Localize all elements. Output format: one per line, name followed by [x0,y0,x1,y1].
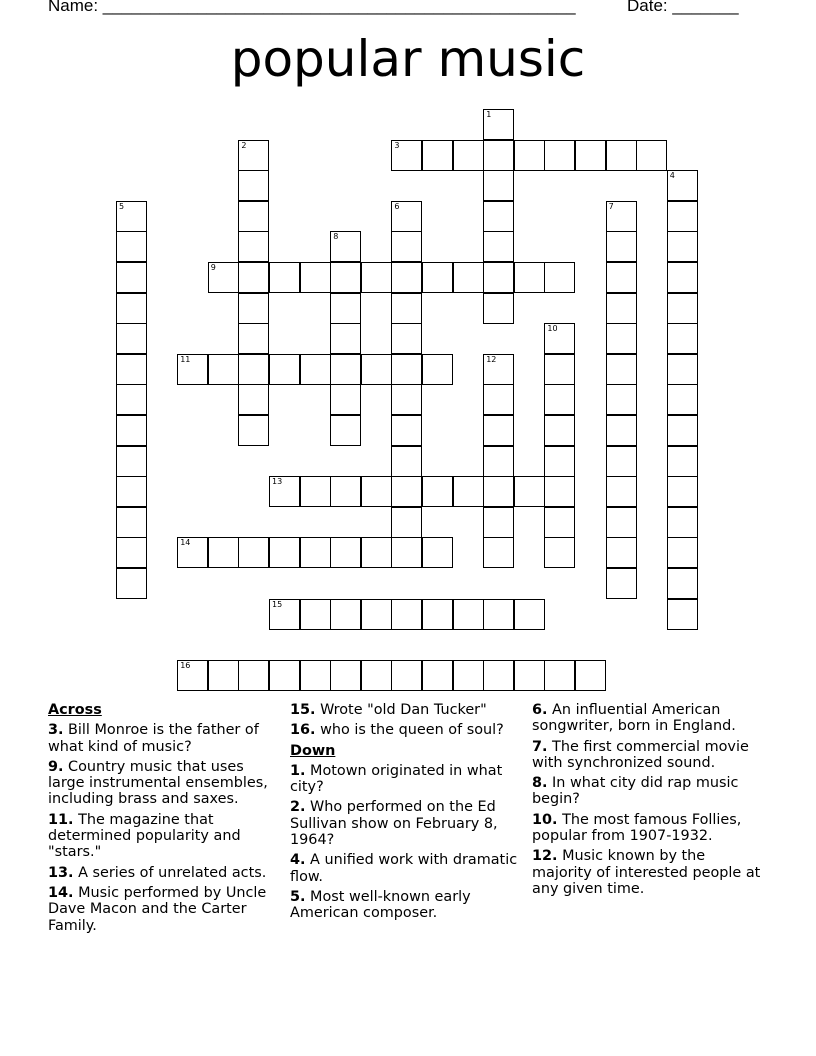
crossword-cell[interactable] [483,537,514,568]
crossword-cell[interactable] [667,262,698,293]
crossword-cell[interactable] [422,354,453,385]
crossword-cell[interactable] [514,476,545,507]
crossword-cell[interactable] [269,660,300,691]
clue-number: 9 [210,263,216,272]
crossword-cell[interactable] [544,354,575,385]
crossword-cell[interactable] [667,170,698,201]
crossword-cell[interactable] [514,262,545,293]
name-line[interactable]: __________________________________________________ [102,0,576,15]
crossword-cell[interactable] [330,476,361,507]
crossword-cell[interactable] [208,262,239,293]
crossword-cell[interactable] [238,354,269,385]
crossword-cell[interactable] [330,293,361,324]
crossword-cell[interactable] [667,446,698,477]
crossword-cell[interactable] [606,507,637,538]
crossword-cell[interactable] [606,231,637,262]
clue-across-11: 11. The magazine that determined popularity and "stars." [48,811,241,861]
crossword-cell[interactable] [177,660,208,691]
crossword-cell[interactable] [116,231,147,262]
crossword-cell[interactable] [483,660,514,691]
crossword-cell[interactable] [177,537,208,568]
crossword-cell[interactable] [391,446,422,477]
crossword-cell[interactable] [606,293,637,324]
crossword-cell[interactable] [269,262,300,293]
crossword-cell[interactable] [269,476,300,507]
crossword-cell[interactable] [300,660,331,691]
name-label: Name: [48,0,103,15]
crossword-cell[interactable] [361,660,392,691]
crossword-cell[interactable] [483,231,514,262]
crossword-cell[interactable] [544,415,575,446]
crossword-cell[interactable] [514,660,545,691]
clue-down-10: 10. The most famous Follies, popular from 1907-1932. [532,811,742,845]
crossword-cell[interactable] [667,354,698,385]
clue-number: 11 [180,354,191,364]
crossword-cell[interactable] [667,384,698,415]
crossword-cell[interactable] [391,537,422,568]
crossword-cell[interactable] [116,384,147,415]
crossword-cell[interactable] [330,231,361,262]
crossword-cell[interactable] [483,262,514,293]
crossword-cell[interactable] [483,446,514,477]
crossword-cell[interactable] [116,507,147,538]
crossword-cell[interactable] [667,507,698,538]
crossword-cell[interactable] [453,660,484,691]
crossword-cell[interactable] [667,293,698,324]
clue-number: 10 [547,324,558,334]
crossword-cell[interactable] [544,262,575,293]
crossword-cell[interactable] [116,476,147,507]
crossword-cell[interactable] [483,599,514,630]
crossword-cell[interactable] [636,140,667,171]
clue-down-2: 2. Who performed on the Ed Sullivan show on February 8, 1964? [290,799,498,849]
crossword-cell[interactable] [544,507,575,538]
clue-number: 6 [394,201,400,211]
crossword-cell[interactable] [330,599,361,630]
crossword-cell[interactable] [238,293,269,324]
clue-across-9: 9. Country music that uses large instrumental ensembles, including brass and saxes. [48,758,268,808]
clue-down-12: 12. Music known by the majority of interested people at any given time. [532,848,761,897]
clue-across-13: 13. A series of unrelated acts. [48,864,267,881]
crossword-cell[interactable] [208,537,239,568]
clue-down-6: 6. An influential American songwriter, born in England. [532,702,736,735]
crossword-cell[interactable] [391,354,422,385]
crossword-cell[interactable] [606,354,637,385]
crossword-cell[interactable] [391,507,422,538]
crossword-cell[interactable] [300,599,331,630]
crossword-cell[interactable] [391,660,422,691]
crossword-cell[interactable] [606,323,637,354]
crossword-cell[interactable] [238,537,269,568]
crossword-cell[interactable] [238,384,269,415]
crossword-cell[interactable] [453,476,484,507]
crossword-cell[interactable] [483,140,514,171]
crossword-cell[interactable] [330,323,361,354]
crossword-cell[interactable] [483,170,514,201]
clue-across-16: 16. who is the queen of soul? [290,722,504,739]
crossword-cell[interactable] [330,537,361,568]
clue-number: 2 [241,140,247,150]
clue-down-5: 5. Most well-known early American composer. [290,888,471,922]
crossword-cell[interactable] [116,354,147,385]
crossword-cell[interactable] [606,140,637,171]
crossword-cell[interactable] [483,354,514,385]
crossword-cell[interactable] [544,384,575,415]
clues-column-3 [532,702,768,901]
crossword-cell[interactable] [544,323,575,354]
crossword-cell[interactable] [514,599,545,630]
crossword-cell[interactable] [606,384,637,415]
crossword-cell[interactable] [116,262,147,293]
crossword-cell[interactable] [453,140,484,171]
crossword-cell[interactable] [453,262,484,293]
crossword-cell[interactable] [391,231,422,262]
crossword-cell[interactable] [483,415,514,446]
clue-number: 14 [180,538,191,548]
crossword-cell[interactable] [391,415,422,446]
crossword-cell[interactable] [238,140,269,171]
crossword-cell[interactable] [116,323,147,354]
crossword-cell[interactable] [544,660,575,691]
crossword-cell[interactable] [300,262,331,293]
crossword-cell[interactable] [606,415,637,446]
crossword-cell[interactable] [238,415,269,446]
crossword-cell[interactable] [606,568,637,599]
crossword-cell[interactable] [116,537,147,568]
crossword-cell[interactable] [238,660,269,691]
clue-number: 7 [608,201,614,211]
date-label: Date: [627,0,673,15]
crossword-cell[interactable] [453,599,484,630]
crossword-cell[interactable] [606,262,637,293]
clue-down-7: 7. The first commercial movie with synchronized sound. [532,738,749,771]
crossword-cell[interactable] [269,354,300,385]
crossword-cell[interactable] [544,446,575,477]
crossword-cell[interactable] [269,599,300,630]
clue-across-15: 15. Wrote "old Dan Tucker" [290,702,487,718]
crossword-cell[interactable] [116,568,147,599]
crossword-cell[interactable] [575,660,606,691]
crossword-cell[interactable] [238,231,269,262]
clue-down-8: 8. In what city did rap music begin? [532,775,739,808]
crossword-cell[interactable] [269,537,300,568]
clue-across-3: 3. Bill Monroe is the father of what kind of music? [48,722,259,755]
across-heading: Across [48,702,102,718]
date-line[interactable]: _______ [672,0,739,15]
crossword-cell[interactable] [391,140,422,171]
clue-number: 1 [486,110,492,119]
crossword-cell[interactable] [483,476,514,507]
crossword-cell[interactable] [483,201,514,232]
crossword-cell[interactable] [391,599,422,630]
page-title: popular music [230,30,586,88]
crossword-cell[interactable] [544,537,575,568]
down-heading: Down [290,742,336,759]
crossword-cell[interactable] [391,323,422,354]
crossword-cell[interactable] [300,537,331,568]
crossword-cell[interactable] [300,354,331,385]
clue-down-4: 4. A unified work with dramatic flow. [290,852,518,885]
clue-number: 3 [394,140,400,150]
crossword-cell[interactable] [422,660,453,691]
crossword-cell[interactable] [667,476,698,507]
crossword-cell[interactable] [330,354,361,385]
clues-column-1 [48,702,278,938]
crossword-cell[interactable] [330,660,361,691]
crossword-cell[interactable] [483,384,514,415]
crossword-cell[interactable] [483,507,514,538]
clues-column-2 [290,702,522,926]
clue-number: 8 [333,232,339,242]
crossword-cell[interactable] [238,170,269,201]
crossword-cell[interactable] [238,201,269,232]
crossword-cell[interactable] [391,262,422,293]
crossword-cell[interactable] [606,537,637,568]
crossword-cell[interactable] [606,446,637,477]
crossword-cell[interactable] [330,262,361,293]
crossword-cell[interactable] [514,140,545,171]
clue-number: 16 [180,660,191,670]
crossword-cell[interactable] [575,140,606,171]
crossword-cell[interactable] [422,262,453,293]
crossword-cell[interactable] [116,201,147,232]
crossword-cell[interactable] [422,140,453,171]
crossword-cell[interactable] [483,109,514,140]
crossword-cell[interactable] [391,293,422,324]
crossword-cell[interactable] [361,354,392,385]
crossword-cell[interactable] [422,537,453,568]
crossword-cell[interactable] [330,384,361,415]
clue-number: 12 [486,354,497,364]
crossword-cell[interactable] [391,384,422,415]
crossword-cell[interactable] [361,476,392,507]
crossword-cell[interactable] [177,354,208,385]
clue-number: 5 [119,201,125,211]
crossword-cell[interactable] [391,476,422,507]
crossword-cell[interactable] [667,231,698,262]
crossword-cell[interactable] [330,415,361,446]
crossword-cell[interactable] [422,599,453,630]
crossword-cell[interactable] [667,568,698,599]
crossword-cell[interactable] [667,599,698,630]
crossword-cell[interactable] [361,262,392,293]
crossword-cell[interactable] [422,476,453,507]
crossword-cell[interactable] [606,476,637,507]
crossword-cell[interactable] [238,262,269,293]
crossword-cell[interactable] [544,140,575,171]
crossword-cell[interactable] [667,537,698,568]
crossword-cell[interactable] [667,201,698,232]
crossword-cell[interactable] [208,660,239,691]
crossword-cell[interactable] [391,201,422,232]
clue-down-1: 1. Motown originated in what city? [290,762,503,796]
crossword-cell[interactable] [483,293,514,324]
crossword-cell[interactable] [300,476,331,507]
clue-number: 13 [272,477,283,487]
clue-number: 15 [272,599,283,609]
crossword-cell[interactable] [544,476,575,507]
crossword-cell[interactable] [667,415,698,446]
clue-number: 4 [669,171,675,181]
crossword-cell[interactable] [208,354,239,385]
crossword-cell[interactable] [606,201,637,232]
crossword-cell[interactable] [116,446,147,477]
crossword-cell[interactable] [116,415,147,446]
crossword-cell[interactable] [667,323,698,354]
crossword-cell[interactable] [361,599,392,630]
crossword-cell[interactable] [238,323,269,354]
crossword-cell[interactable] [116,293,147,324]
crossword-cell[interactable] [361,537,392,568]
clue-across-14: 14. Music performed by Uncle Dave Macon and the Carter Family. [48,884,267,934]
